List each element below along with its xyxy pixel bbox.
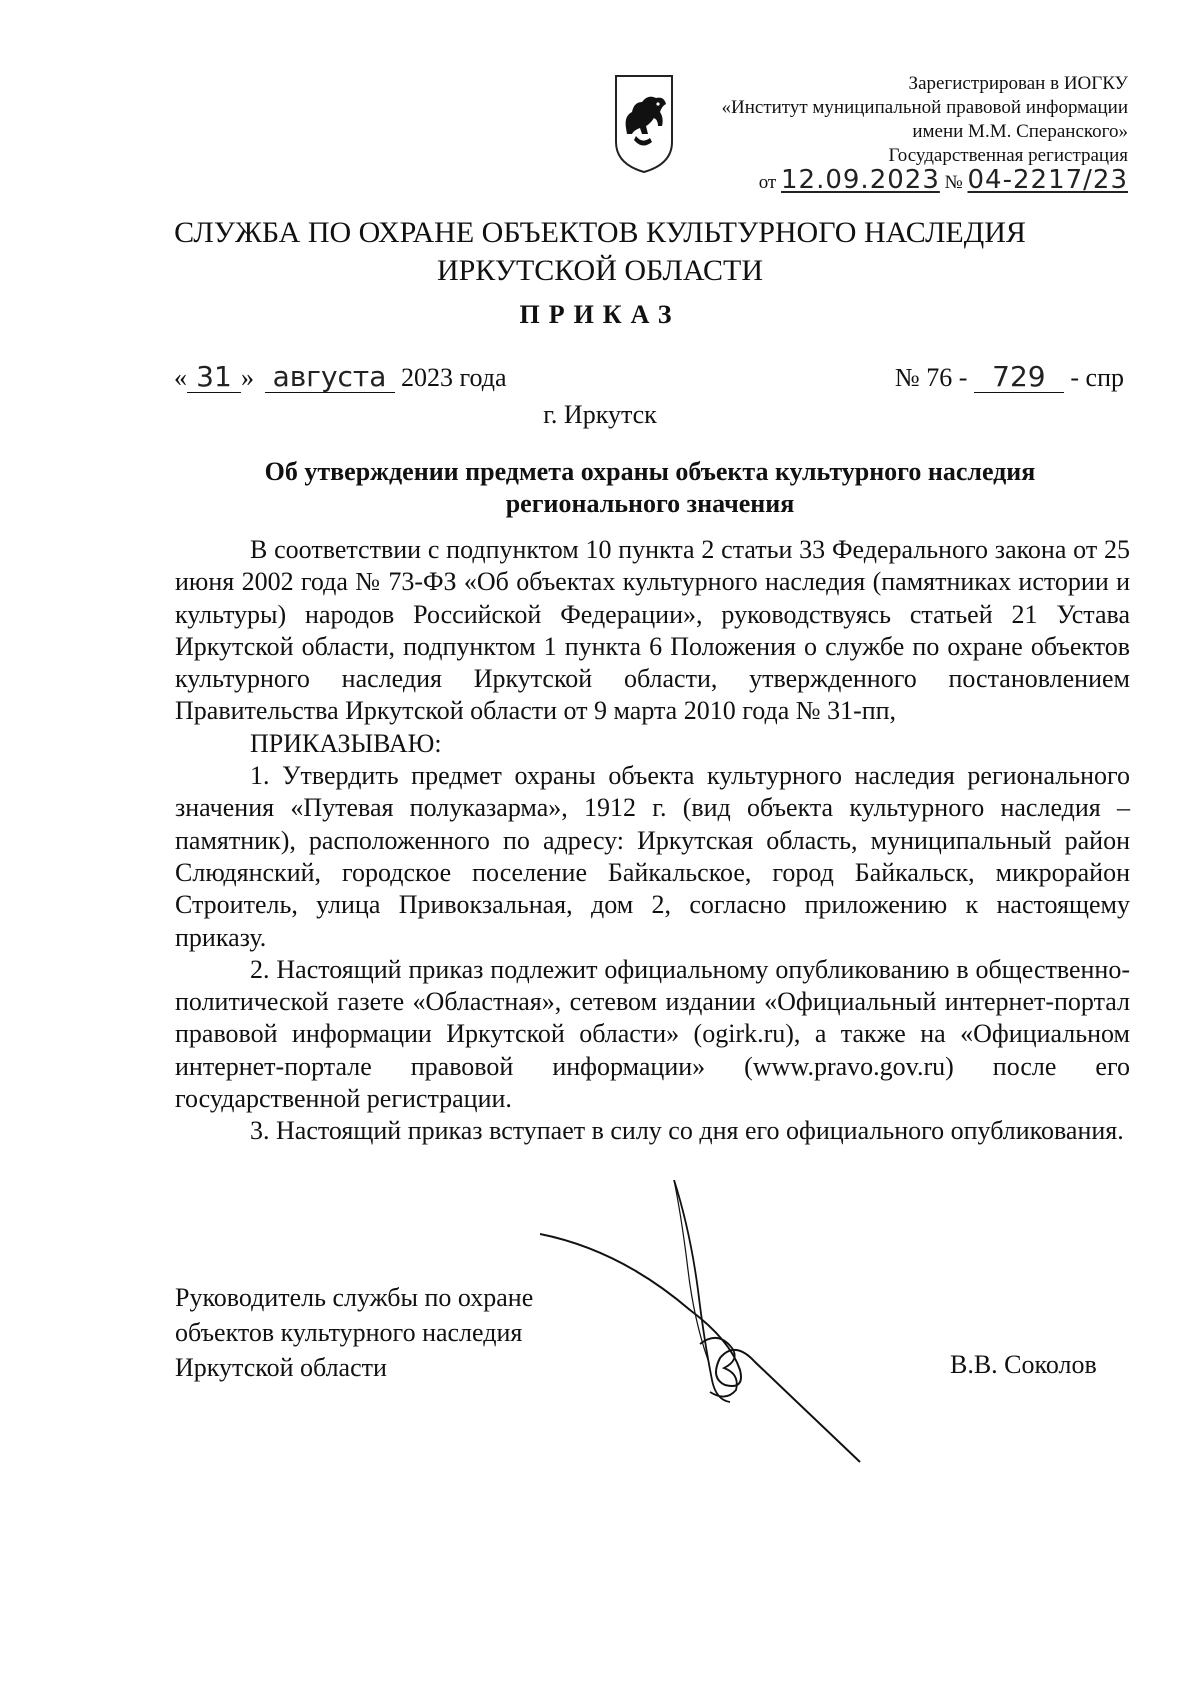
order-number [895, 362, 1124, 393]
order-number-suffix: - спр [1070, 363, 1124, 392]
registration-line: Государственная регистрация [888, 145, 1128, 166]
registration-line: Зарегистрирован в ИОГКУ [908, 73, 1128, 94]
quote-open: « [174, 363, 187, 392]
order-year: 2023 года [401, 363, 507, 392]
order-item-3: 3. Настоящий приказ вступает в силу со дня его официального опубликования. [250, 1116, 1124, 1146]
order-day: 31 [187, 362, 241, 393]
document-type: ПРИКАЗ [519, 300, 681, 329]
registration-number: 04-2217/23 [967, 165, 1128, 195]
agency-line: ИРКУТСКОЙ ОБЛАСТИ [436, 254, 764, 287]
signer-line: Руководитель службы по охране [175, 1283, 534, 1312]
coat-of-arms-icon [612, 72, 676, 176]
agency-name [0, 214, 1200, 290]
registration-line: «Институт муниципальной правовой информации [721, 97, 1128, 118]
order-item-1: 1. Утвердить предмет охраны объекта культурного наследия регионального значения «Путевая полуказарма», 1912 г. (вид объекта культурного наследия – памятник), расположенного по адресу: Иркутская область, муниципальный район Слюдянский, городское поселение Байкальское, город Байкальск, микрорайон Строитель, улица Привокзальная, дом 2, согласно приложению к настоящему приказу. [175, 761, 1130, 952]
registration-prefix: от [758, 172, 777, 193]
registration-number-prefix: № [944, 172, 963, 193]
order-subject [170, 456, 1130, 520]
order-date [174, 362, 507, 393]
order-item-2: 2. Настоящий приказ подлежит официальному опубликованию в общественно-политической газете «Областная», сетевом издании «Официальный интернет-портал правовой информации Иркутской области» (ogirk.ru), а также на «Официальном интернет-портале правовой информации» (www.pravo.gov.ru) после его государственной регистрации. [175, 954, 1130, 1114]
order-city: г. Иркутск [543, 400, 657, 429]
subject-line: Об утверждении предмета охраны объекта культурного наследия [264, 457, 1036, 486]
signer-name: В.В. Соколов [950, 1350, 1097, 1379]
decree-word: ПРИКАЗЫВАЮ: [250, 728, 442, 758]
order-number-prefix: № 76 - [894, 363, 968, 392]
order-number-value: 729 [974, 362, 1064, 393]
signer-line: объектов культурного наследия [175, 1318, 523, 1347]
handwritten-signature [540, 1180, 900, 1470]
registration-stamp [698, 72, 1128, 195]
order-month: августа [265, 362, 395, 393]
quote-close: » [241, 363, 254, 392]
registration-date: 12.09.2023 [781, 165, 940, 195]
preamble-paragraph: В соответствии с подпунктом 10 пункта 2 статьи 33 Федерального закона от 25 июня 2002 года № 73-ФЗ «Об объектах культурного наследия (памятниках истории и культуры) народов Российской Федерации», руководствуясь статьей 21 Устава Иркутской области, подпунктом 1 пункта 6 Положения о службе по охране объектов культурного наследия Иркутской области, утвержденного постановлением Правительства Иркутской области от 9 марта 2010 года № 31-пп, [175, 535, 1130, 726]
signer-line: Иркутской области [175, 1353, 387, 1382]
registration-line: имени М.М. Сперанского» [912, 121, 1128, 142]
registration-number-line [698, 165, 1128, 195]
order-body [175, 534, 1130, 1148]
agency-line: СЛУЖБА ПО ОХРАНЕ ОБЪЕКТОВ КУЛЬТУРНОГО НАСЛЕДИЯ [174, 216, 1026, 249]
subject-line: регионального значения [505, 489, 795, 518]
